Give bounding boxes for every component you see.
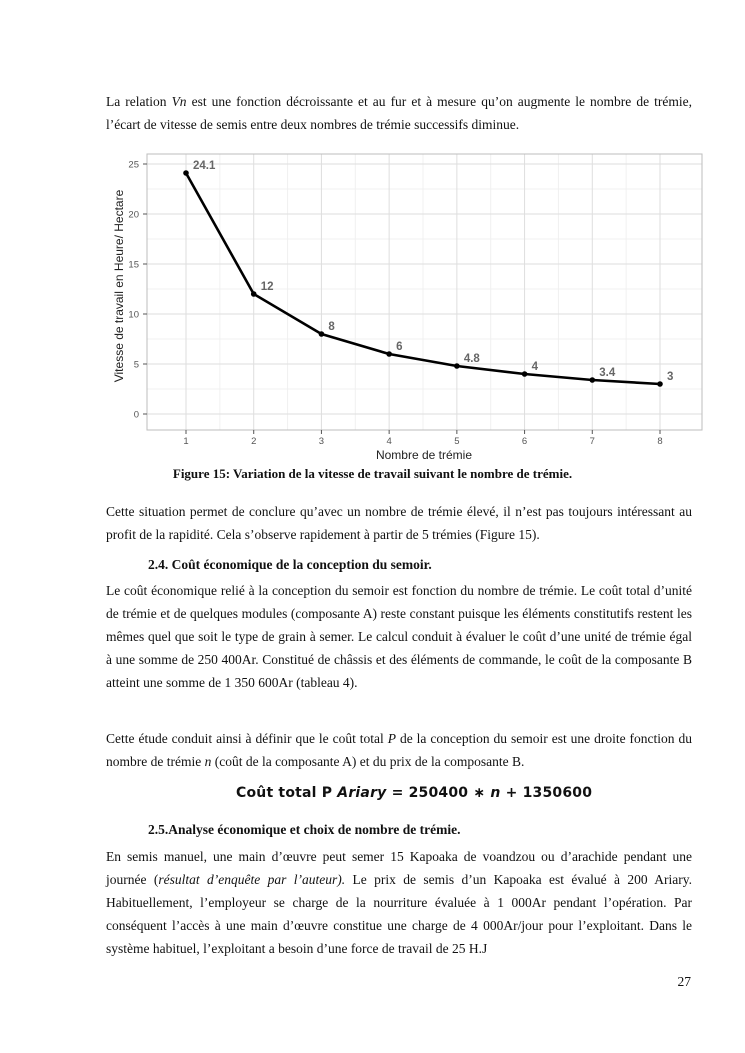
x-tick-label: 8 <box>657 436 663 447</box>
heading-analyse: 2.5.Analyse économique et choix de nombre de trémie. <box>148 822 461 837</box>
data-label: 3.4 <box>599 367 616 379</box>
heading-cout-economique: 2.4. Coût économique de la conception du semoir. <box>148 557 432 572</box>
y-axis-label: Vitesse de travail en Heure/ Hectare <box>112 189 126 383</box>
y-tick-label: 20 <box>128 209 139 221</box>
data-point <box>657 381 663 387</box>
paragraph-relation: La relation Vn est une fonction décroissante et au fur et à mesure qu’on augmente le nombre de trémie, l’écart de vitesse de semis entre deux nombres de trémie successifs diminue. <box>106 94 692 132</box>
y-tick-label: 5 <box>133 359 139 371</box>
x-tick-label: 7 <box>589 436 595 447</box>
plot-grid <box>147 154 702 430</box>
x-axis-label: Nombre de trémie <box>375 448 473 462</box>
data-point <box>454 363 460 369</box>
data-label: 24.1 <box>193 160 216 172</box>
x-tick-label: 2 <box>251 436 257 447</box>
data-point <box>251 291 257 297</box>
y-tick-label: 0 <box>133 409 139 421</box>
x-tick-label: 1 <box>183 436 189 447</box>
y-tick-label: 10 <box>128 309 139 321</box>
data-point <box>386 351 392 357</box>
x-tick-label: 6 <box>521 436 528 447</box>
data-point <box>522 371 528 377</box>
data-label: 12 <box>260 281 274 293</box>
paragraph-conclusion: Cette situation permet de conclure qu’avec un nombre de trémie élevé, il n’est pas toujours intéressant au profit de la rapidité. Cela s’observe rapidement à partir de 5 trémies (Figure 15). <box>106 504 692 542</box>
data-point <box>319 331 325 337</box>
y-tick-label: 15 <box>128 259 139 271</box>
cost-formula: Coût total P Ariary = 250400 ∗ n + 1350600 <box>236 785 593 801</box>
figure-15-chart <box>0 148 745 468</box>
data-point <box>183 170 189 176</box>
data-label: 4 <box>531 361 538 373</box>
paragraph-semis-manuel: En semis manuel, une main d’œuvre peut semer 15 Kapoaka de voandzou ou d’arachide pendant une journée (résultat d’enquête par l’auteur). Le prix de semis d’un Kapoaka est évalué à 200 Ariary. Habituellement, l’employeur se charge de la nourriture évaluée à 1 000Ar pendant l’opération. Par conséquent l’accès à une main d’œuvre constitue une charge de 4 000Ar/jour pour l’exploitant. Dans le système habituel, l’exploitant a besoin d’une force de travail de 25 H.J <box>106 849 693 956</box>
figure-caption: Figure 15: Variation de la vitesse de travail suivant le nombre de trémie. <box>172 466 573 481</box>
data-label: 6 <box>396 341 403 353</box>
page-number: 27 <box>677 974 691 989</box>
x-tick-label: 5 <box>454 436 460 447</box>
paragraph-cout: Le coût économique relié à la conception du semoir est fonction du nombre de trémie. Le coût total d’unité de trémie et de quelques modules (composante A) reste constant puisque les éléments constitutifs restent les mêmes quel que soit le type de grain à semer. Le calcul conduit à évaluer le coût d’une unité de trémie égal à une somme de 250 400Ar. Constitué de châssis et des éléments de commande, le coût de la composante B atteint une somme de 1 350 600Ar (tableau 4). <box>106 583 692 690</box>
data-label: 4.8 <box>463 353 480 365</box>
x-tick-label: 4 <box>386 436 392 447</box>
data-label: 8 <box>328 321 335 333</box>
x-tick-label: 3 <box>318 436 325 447</box>
data-label: 3 <box>667 371 674 383</box>
data-point <box>589 377 595 383</box>
y-tick-label: 25 <box>128 159 139 171</box>
paragraph-droite: Cette étude conduit ainsi à définir que le coût total P de la conception du semoir est une droite fonction du nombre de trémie n (coût de la composante A) et du prix de la composante B. <box>106 731 692 769</box>
